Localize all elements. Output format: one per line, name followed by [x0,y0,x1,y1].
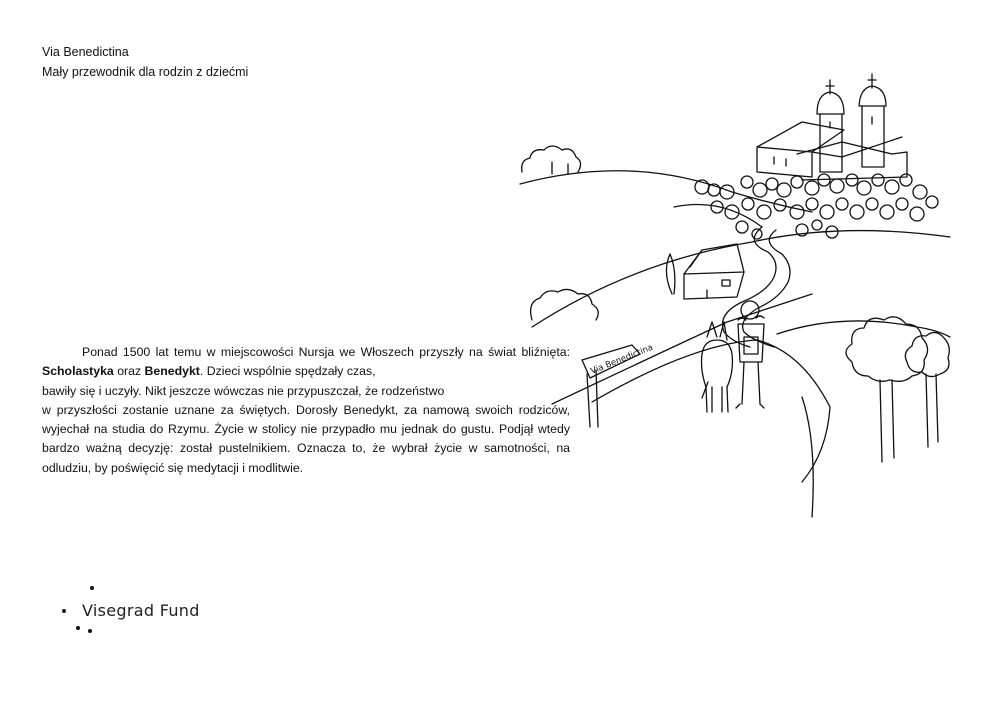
tree-cluster-drawing [522,146,581,174]
story-paragraph [42,343,570,478]
story-text-3: bawiły się i uczyły. Nikt jeszcze wówczas nie przypuszczał, że rodzeństwo [42,383,445,398]
document-title: Via Benedictina [42,45,129,59]
logo-text: Visegrad Fund [82,601,200,620]
pilgrimage-illustration [512,62,952,522]
monastery-drawing [695,74,938,239]
logo-dot [88,629,92,633]
hill-line [552,294,812,404]
story-text-4: w przyszłości zostanie uznane za świętych. Dorosły Benedykt, za namową swoich rodziców, wyjechał na studia do Rzymu. Życie w stolicy nie przypadło mu jednak do gustu. Podjął wtedy bardzo ważną decyzję: został pustelnikiem. Oznacza to, że wybrał życie w samotności, na odludziu, by poświęcić się medytacji i modlitwie. [42,402,570,475]
document-header [42,42,248,82]
logo-dot [76,626,80,630]
hill-line [777,321,950,337]
name-benedykt: Benedykt [144,364,200,379]
story-text-2: . Dzieci wspólnie spędzały czas, [199,364,376,379]
winding-path [743,230,790,347]
bush-drawing [531,289,599,320]
signpost-label: Via Benedictina [589,342,655,377]
logo-dot [90,586,94,590]
document-subtitle: Mały przewodnik dla rodzin z dziećmi [42,65,249,79]
story-text-and: oraz [113,364,145,379]
hill-line [802,397,813,517]
trees-right-drawing [846,317,949,462]
name-scholastyka: Scholastyka [42,364,114,379]
story-text-1: Ponad 1500 lat temu w miejscowości Nursja we Włoszech przyszły na świat bliźnięta: [82,345,570,359]
logo-dot [62,609,66,613]
hill-line [674,205,762,228]
